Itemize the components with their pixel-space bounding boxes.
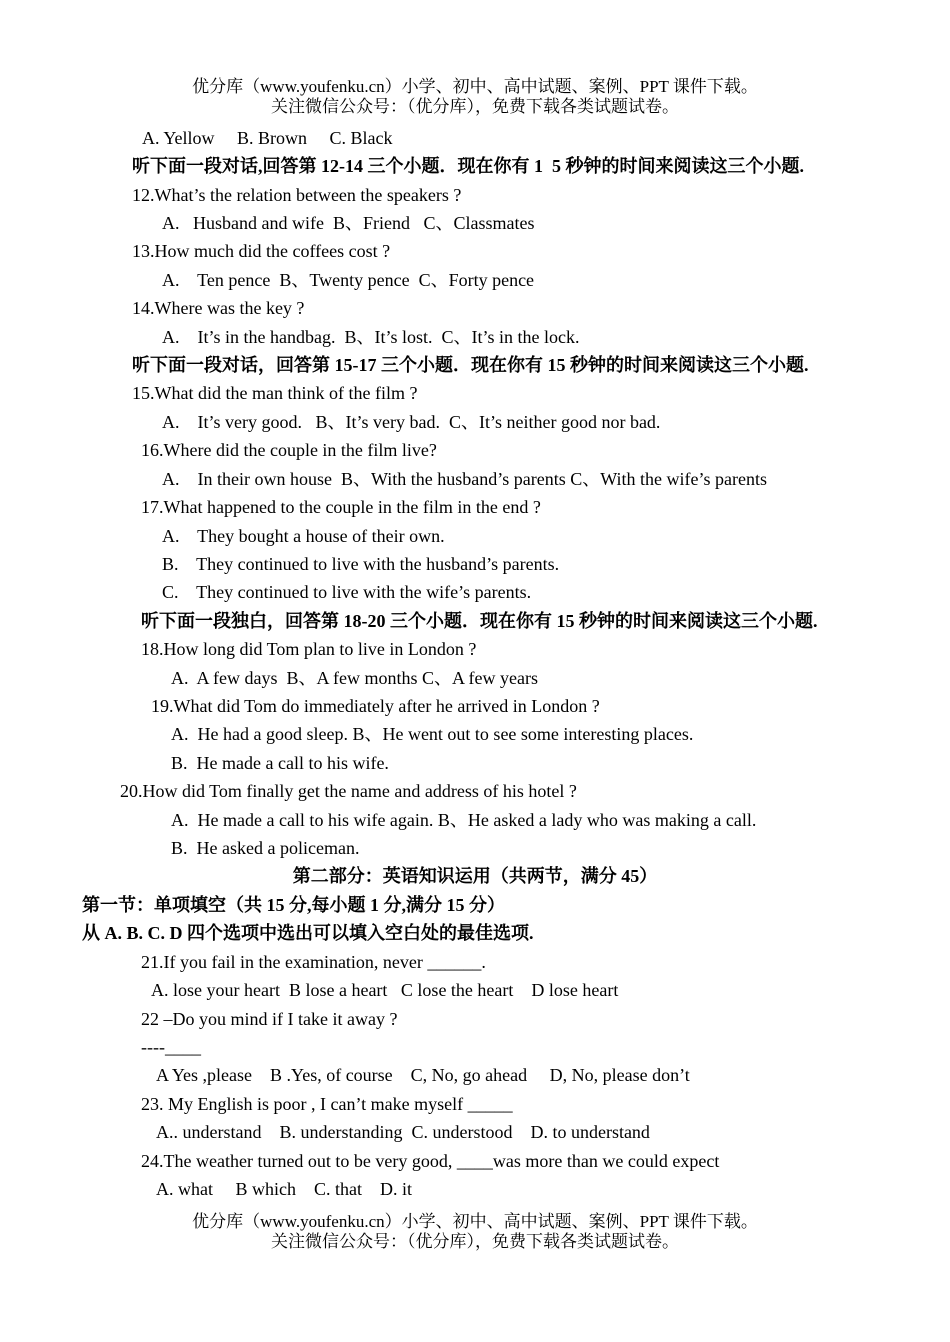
question-17: 17.What happened to the couple in the film in the end ? [141, 497, 541, 517]
question-24: 24.The weather turned out to be very good, ____was more than we could expect [141, 1151, 720, 1171]
q13-options: A. Ten pence B、Twenty pence C、Forty pence [162, 270, 535, 290]
section-one-heading: 第一节：单项填空（共 15 分,每小题 1 分,满分 15 分） [82, 895, 505, 915]
q17-option-b: B. They continued to live with the husband’s parents. [162, 554, 560, 574]
question-21: 21.If you fail in the examination, never ______. [141, 952, 486, 972]
section-one-instruction: 从 A. B. C. D 四个选项中选出可以填入空白处的最佳选项. [82, 923, 534, 943]
question-20: 20.How did Tom finally get the name and address of his hotel ? [120, 781, 577, 801]
question-12: 12.What’s the relation between the speakers ? [132, 185, 462, 205]
q11-options: A. Yellow B. Brown C. Black [142, 128, 393, 148]
header-line-2: 关注微信公众号：（优分库），免费下载各类试题试卷。 [271, 97, 679, 116]
q14-options: A. It’s in the handbag. B、It’s lost. C、It’s in the lock. [162, 327, 580, 347]
q17-option-c: C. They continued to live with the wife’s parents. [162, 582, 532, 602]
section-instruction-18-20: 听下面一段独白，回答第 18-20 三个小题．现在你有 15 秒钟的时间来阅读这三个小题. [141, 611, 818, 631]
q21-options: A. lose your heart B lose a heart C lose the heart D lose heart [151, 980, 619, 1000]
q20-option-a: A. He made a call to his wife again. B、He asked a lady who was making a call. [171, 810, 757, 830]
part-two-heading: 第二部分：英语知识运用（共两节，满分 45） [292, 866, 658, 886]
section-instruction-12-14: 听下面一段对话,回答第 12-14 三个小题．现在你有 1 5 秒钟的时间来阅读这三个小题. [132, 156, 804, 176]
footer-line-2: 关注微信公众号：（优分库），免费下载各类试题试卷。 [271, 1232, 679, 1251]
q15-options: A. It’s very good. B、It’s very bad. C、It’s neither good nor bad. [162, 412, 661, 432]
q22-response-blank: ----____ [141, 1037, 201, 1057]
q22-options: A Yes ,please B .Yes, of course C, No, go ahead D, No, please don’t [156, 1065, 690, 1085]
question-22: 22 –Do you mind if I take it away ? [141, 1009, 398, 1029]
question-18: 18.How long did Tom plan to live in London ? [141, 639, 477, 659]
header-line-1: 优分库（www.youfenku.cn）小学、初中、高中试题、案例、PPT 课件下载。 [192, 77, 758, 96]
footer-line-1: 优分库（www.youfenku.cn）小学、初中、高中试题、案例、PPT 课件下载。 [192, 1212, 758, 1231]
q17-option-a: A. They bought a house of their own. [162, 526, 445, 546]
question-14: 14.Where was the key ? [132, 298, 305, 318]
q12-options: A. Husband and wife B、Friend C、Classmates [162, 213, 535, 233]
section-instruction-15-17: 听下面一段对话，回答第 15-17 三个小题．现在你有 15 秒钟的时间来阅读这三个小题. [132, 355, 809, 375]
question-19: 19.What did Tom do immediately after he arrived in London ? [151, 696, 600, 716]
q20-option-b: B. He asked a policeman. [171, 838, 360, 858]
question-15: 15.What did the man think of the film ? [132, 383, 418, 403]
q18-options: A. A few days B、A few months C、A few years [171, 668, 538, 688]
q16-options: A. In their own house B、With the husband’s parents C、With the wife’s parents [162, 469, 767, 489]
question-13: 13.How much did the coffees cost ? [132, 241, 391, 261]
question-23: 23. My English is poor , I can’t make myself _____ [141, 1094, 513, 1114]
q19-option-b: B. He made a call to his wife. [171, 753, 389, 773]
question-16: 16.Where did the couple in the film live? [141, 440, 437, 460]
q23-options: A.. understand B. understanding C. understood D. to understand [156, 1122, 650, 1142]
q19-option-a: A. He had a good sleep. B、He went out to see some interesting places. [171, 724, 694, 744]
q24-options: A. what B which C. that D. it [156, 1179, 412, 1199]
